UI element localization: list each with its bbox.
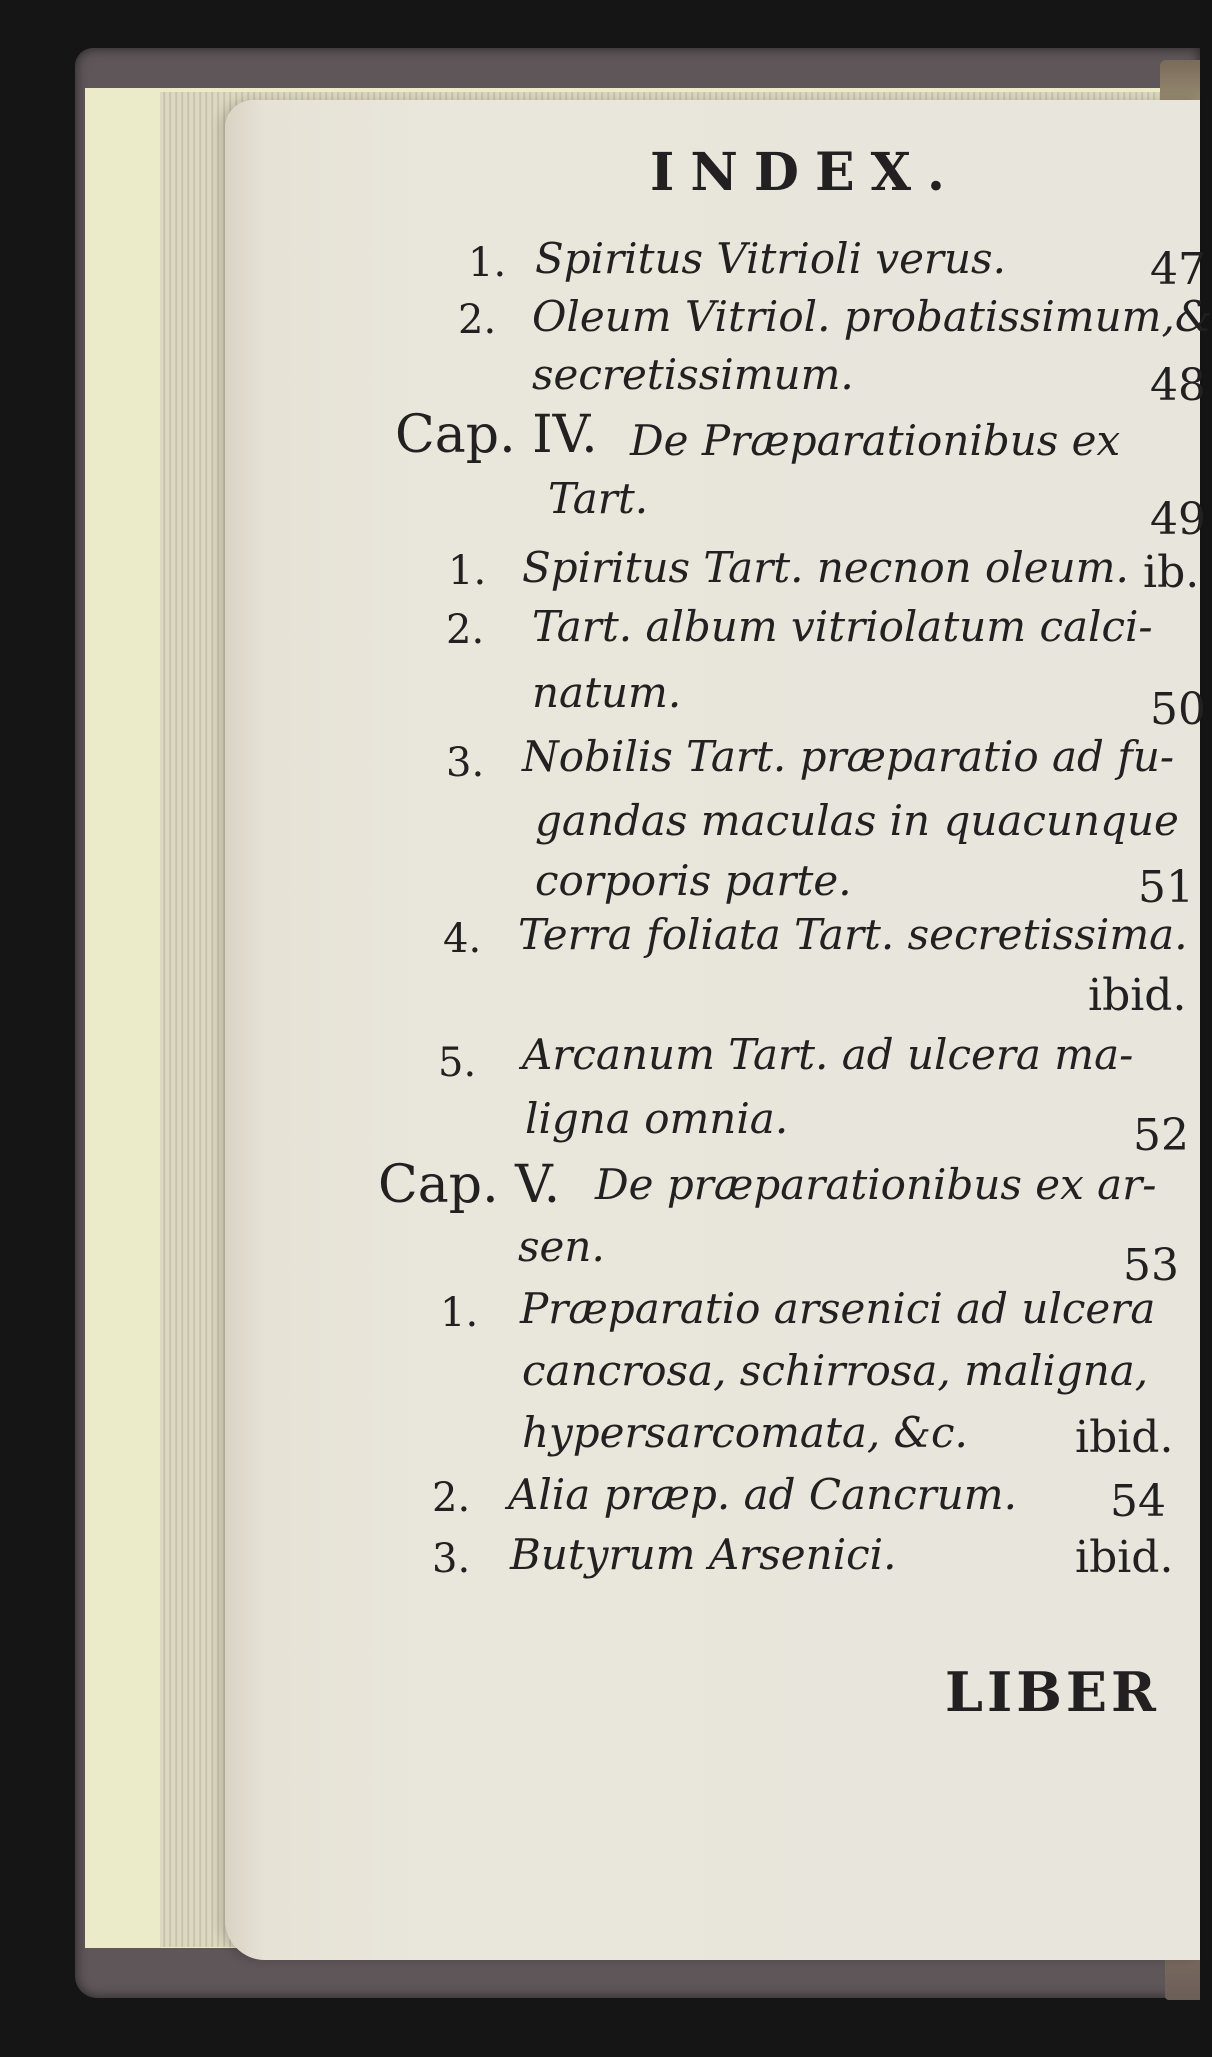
entry-text: Tart. album vitriolatum calci-	[532, 602, 1153, 651]
entry-number: 2.	[432, 1475, 471, 1521]
entry-text: Terra foliata Tart. secretissima.	[518, 910, 1188, 959]
entry-page: ibid.	[1075, 1412, 1174, 1463]
chapter-label: Cap. V.	[378, 1155, 561, 1215]
entry-text: Spiritus Tart. necnon oleum.	[522, 543, 1129, 592]
entry-number: 2.	[458, 297, 497, 343]
chapter-title: De præparationibus ex ar-	[595, 1160, 1157, 1209]
chapter-title-continued: sen.	[518, 1222, 605, 1271]
entry-text-continued: corporis parte.	[535, 856, 852, 905]
entry-text: Arcanum Tart. ad ulcera ma-	[522, 1030, 1134, 1079]
entry-text-continued: secretissimum.	[532, 350, 854, 399]
chapter-label: Cap. IV.	[395, 405, 598, 465]
entry-page: 53	[1123, 1240, 1179, 1291]
entry-page: ibid.	[1088, 970, 1187, 1021]
entry-page: 54	[1110, 1476, 1166, 1527]
entry-page: ib.	[1143, 547, 1200, 598]
entry-text: Præparatio arsenici ad ulcera	[520, 1284, 1156, 1333]
entry-page: 50	[1150, 684, 1206, 735]
page-heading: INDEX.	[650, 142, 962, 203]
entry-text: Spiritus Vitrioli verus.	[535, 234, 1006, 283]
entry-page: 52	[1133, 1110, 1189, 1161]
entry-number: 3.	[446, 740, 485, 786]
entry-page: 47	[1150, 244, 1206, 295]
entry-number: 1.	[440, 1290, 479, 1336]
entry-number: 2.	[446, 607, 485, 653]
entry-number: 5.	[438, 1040, 477, 1086]
entry-page: ibid.	[1075, 1532, 1174, 1583]
chapter-title-continued: Tart.	[548, 474, 649, 523]
entry-text-continued: gandas maculas in quacunque	[535, 796, 1179, 845]
catchword: LIBER	[945, 1660, 1160, 1724]
chapter-title: De Præparationibus ex	[630, 416, 1121, 465]
entry-text: Butyrum Arsenici.	[510, 1530, 897, 1579]
entry-text: Oleum Vitriol. probatissimum,&	[532, 292, 1212, 341]
entry-text-continued: natum.	[532, 668, 682, 717]
entry-number: 4.	[443, 916, 482, 962]
entry-text-continued: hypersarcomata, &c.	[522, 1408, 968, 1457]
entry-text-continued: cancrosa, schirrosa, maligna,	[522, 1346, 1149, 1395]
entry-number: 3.	[432, 1536, 471, 1582]
entry-text: Alia præp. ad Cancrum.	[508, 1470, 1017, 1519]
entry-text-continued: ligna omnia.	[525, 1094, 789, 1143]
entry-number: 1.	[448, 548, 487, 594]
entry-text: Nobilis Tart. præparatio ad fu-	[522, 732, 1175, 781]
entry-page: 48	[1150, 360, 1206, 411]
entry-page: 51	[1138, 862, 1194, 913]
entry-page: 49	[1150, 494, 1206, 545]
entry-number: 1.	[468, 240, 507, 286]
